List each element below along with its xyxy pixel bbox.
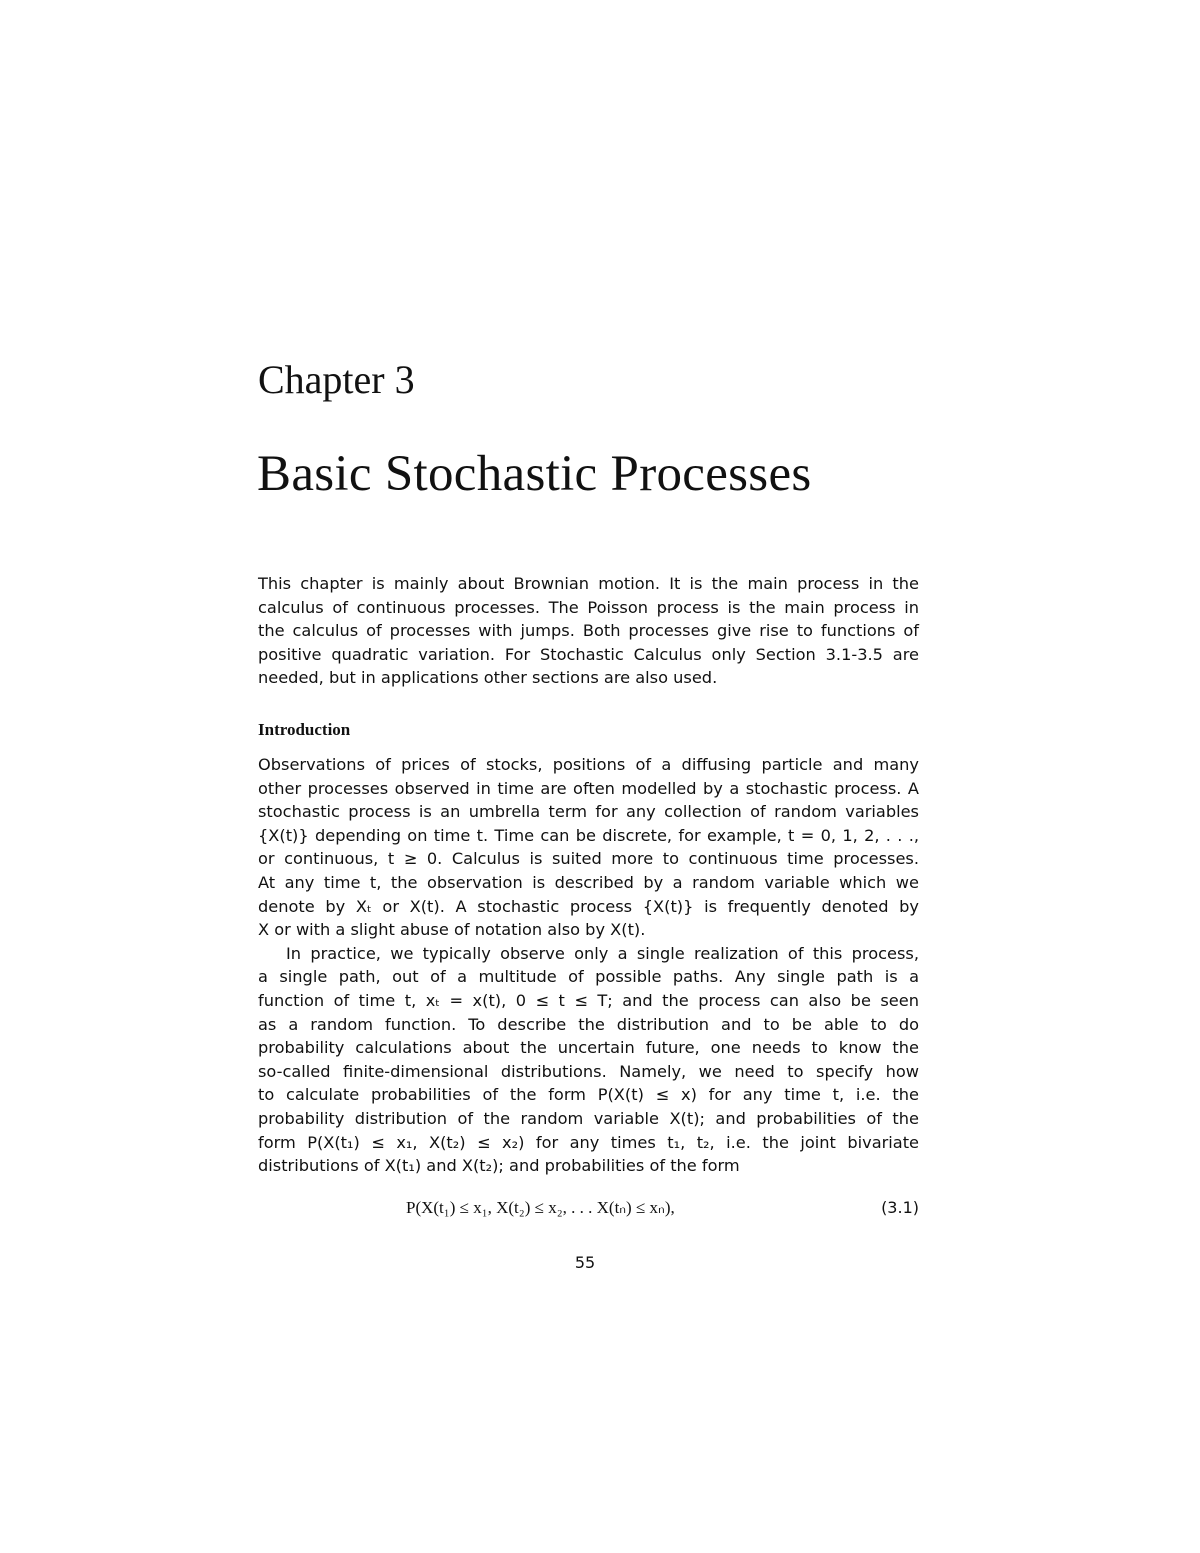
- body-line: X or with a slight abuse of notation also by X(t).: [258, 920, 646, 940]
- abstract-line: calculus of continuous processes. The Poisson process is the main process in: [258, 597, 919, 617]
- display-equation: P(X(t₁) ≤ x₁, X(t₂) ≤ x₂, . . . X(tₙ) ≤ xₙ),: [406, 1198, 675, 1217]
- body-line: to calculate probabilities of the form P(X(t) ≤ x) for any time t, i.e. the: [258, 1085, 919, 1105]
- body-line: probability distribution of the random variable X(t); and probabilities of the: [258, 1108, 919, 1128]
- page-number: 55: [574, 1253, 596, 1272]
- body-line: form P(X(t₁) ≤ x₁, X(t₂) ≤ x₂) for any times t₁, t₂, i.e. the joint bivariate: [258, 1132, 919, 1152]
- chapter-title: Basic Stochastic Processes: [257, 446, 812, 502]
- abstract-line: This chapter is mainly about Brownian motion. It is the main process in the: [258, 574, 919, 593]
- abstract-line: positive quadratic variation. For Stochastic Calculus only Section 3.1-3.5 are: [258, 644, 919, 664]
- body-line: {X(t)} depending on time t. Time can be discrete, for example, t = 0, 1, 2, . . .,: [258, 825, 919, 845]
- body-line: other processes observed in time are often modelled by a stochastic process. A: [258, 778, 919, 798]
- body-line: so-called finite-dimensional distributions. Namely, we need to specify how: [258, 1061, 919, 1081]
- chapter-abstract: [258, 572, 919, 690]
- body-text: [258, 753, 919, 1178]
- section-heading: Introduction: [258, 720, 351, 739]
- chapter-label: Chapter 3: [258, 357, 415, 402]
- equation-number: (3.1): [881, 1198, 919, 1217]
- abstract-line: needed, but in applications other sections are also used.: [258, 668, 718, 688]
- body-line: stochastic process is an umbrella term for any collection of random variables: [258, 802, 919, 822]
- body-line: denote by Xₜ or X(t). A stochastic process {X(t)} is frequently denoted by: [258, 896, 919, 916]
- body-line: probability calculations about the uncertain future, one needs to know the: [258, 1038, 919, 1058]
- equation-row: [258, 1196, 919, 1222]
- body-line: function of time t, xₜ = x(t), 0 ≤ t ≤ T; and the process can also be seen: [258, 990, 919, 1010]
- body-line: Observations of prices of stocks, positions of a diffusing particle and many: [258, 755, 919, 774]
- body-line: In practice, we typically observe only a single realization of this process,: [286, 943, 919, 963]
- body-line: as a random function. To describe the distribution and to be able to do: [258, 1014, 919, 1034]
- body-line: or continuous, t ≥ 0. Calculus is suited more to continuous time processes.: [258, 849, 919, 869]
- body-line: a single path, out of a multitude of possible paths. Any single path is a: [258, 967, 919, 987]
- abstract-line: the calculus of processes with jumps. Both processes give rise to functions of: [258, 621, 919, 641]
- body-line: distributions of X(t₁) and X(t₂); and probabilities of the form: [258, 1156, 740, 1176]
- body-line: At any time t, the observation is described by a random variable which we: [258, 872, 919, 892]
